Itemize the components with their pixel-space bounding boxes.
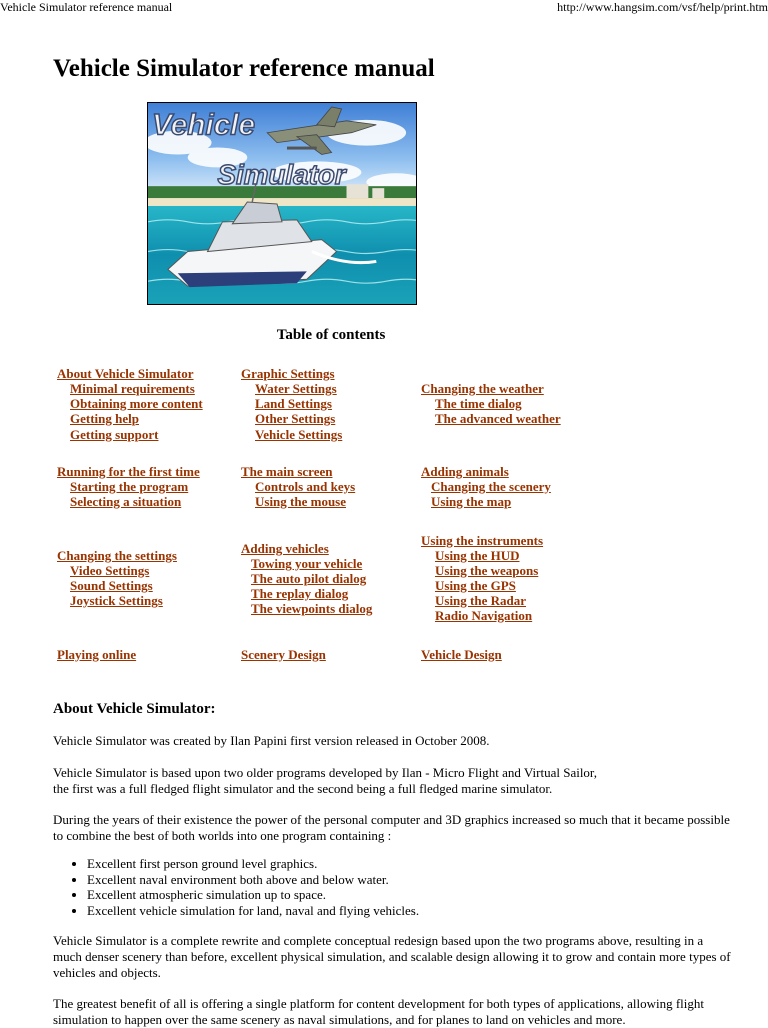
toc-link[interactable]: Scenery Design [241, 647, 326, 662]
toc-link[interactable]: Joystick Settings [70, 593, 163, 608]
about-paragraph-4: Vehicle Simulator is a complete rewrite and complete conceptual redesign based upon the two programs above, resulting in a much denser scenery than before, excellent physical simulation, and scalable design allowing it to grow and contain more types of vehicles and objects. [53, 933, 731, 980]
list-item: • Excellent atmospheric simulation up to space. [87, 887, 419, 903]
toc-link[interactable]: The main screen [241, 464, 333, 479]
toc-link[interactable]: The time dialog [435, 396, 522, 411]
toc-link[interactable]: Vehicle Settings [255, 427, 343, 442]
list-item: • Excellent first person ground level graphics. [87, 856, 419, 872]
toc-link[interactable]: Controls and keys [255, 479, 356, 494]
list-item: • Excellent naval environment both above and below water. [87, 872, 419, 888]
toc-link[interactable]: Changing the weather [421, 381, 544, 396]
toc-link[interactable]: Video Settings [70, 563, 150, 578]
logo-text-simulator: Simulator [217, 159, 346, 191]
list-item: • Excellent vehicle simulation for land, naval and flying vehicles. [87, 903, 419, 919]
toc-link[interactable]: Land Settings [255, 396, 332, 411]
print-header-title: Vehicle Simulator reference manual [0, 0, 173, 14]
about-paragraph-2-line-1: Vehicle Simulator is based upon two older programs developed by Ilan - Micro Flight and Virtual Sailor, [53, 765, 597, 780]
toc-link[interactable]: The replay dialog [251, 586, 349, 601]
about-paragraph-1: Vehicle Simulator was created by Ilan Papini first version released in October 2008. [53, 733, 490, 748]
toc-link[interactable]: The auto pilot dialog [251, 571, 367, 586]
page-title: Vehicle Simulator reference manual [53, 55, 435, 82]
toc-link[interactable]: Radio Navigation [435, 608, 533, 623]
about-paragraph-2-line-2: the first was a full fledged flight simulator and the second being a full fledged marine simulator. [53, 781, 553, 796]
toc-link[interactable]: Using the instruments [421, 533, 544, 548]
toc-link[interactable]: Using the map [431, 494, 512, 509]
toc-link[interactable]: Changing the scenery [431, 479, 551, 494]
toc-link[interactable]: Vehicle Design [421, 647, 502, 662]
about-paragraph-3: During the years of their existence the power of the personal computer and 3D graphics increased so much that it became possible to combine the best of both worlds into one program containing : [53, 812, 730, 843]
toc-link[interactable]: Minimal requirements [70, 381, 195, 396]
logo-text-vehicle: Vehicle [151, 108, 256, 142]
toc-link[interactable]: Towing your vehicle [251, 556, 363, 571]
toc-link[interactable]: Changing the settings [57, 548, 177, 563]
toc-link[interactable]: Other Settings [255, 411, 336, 426]
toc-link[interactable]: Starting the program [70, 479, 189, 494]
toc-link[interactable]: Water Settings [255, 381, 337, 396]
print-header-url: http://www.hangsim.com/vsf/help/print.htm [557, 0, 768, 14]
toc-link[interactable]: Selecting a situation [70, 494, 182, 509]
feature-list [53, 856, 419, 918]
toc-link[interactable]: Running for the first time [57, 464, 200, 479]
toc-link[interactable]: About Vehicle Simulator [57, 366, 194, 381]
vehicle-simulator-banner-image [147, 102, 417, 305]
toc-link[interactable]: Using the Radar [435, 593, 527, 608]
toc-link[interactable]: Getting support [70, 427, 159, 442]
toc-link[interactable]: Using the mouse [255, 494, 347, 509]
beach [148, 198, 416, 206]
toc-link[interactable]: Graphic Settings [241, 366, 335, 381]
toc-link[interactable]: Getting help [70, 411, 139, 426]
toc-link[interactable]: The viewpoints dialog [251, 601, 373, 616]
toc-link[interactable]: Sound Settings [70, 578, 153, 593]
toc-link[interactable]: Adding vehicles [241, 541, 329, 556]
toc-link[interactable]: Obtaining more content [70, 396, 203, 411]
toc-link[interactable]: Using the GPS [435, 578, 516, 593]
about-heading: About Vehicle Simulator: [53, 701, 216, 717]
toc-link[interactable]: Using the weapons [435, 563, 539, 578]
toc-link[interactable]: Adding animals [421, 464, 509, 479]
about-paragraph-5: The greatest benefit of all is offering a single platform for content development for both types of applications, allowing flight simulation to happen over the same scenery as naval simulations, and for planes to land on vehicles and more. [53, 996, 705, 1027]
toc-link[interactable]: The advanced weather [435, 411, 561, 426]
toc-link[interactable]: Using the HUD [435, 548, 520, 563]
toc-heading: Table of contents [276, 327, 386, 343]
about-paragraph-2 [53, 765, 733, 797]
toc-link[interactable]: Playing online [57, 647, 137, 662]
